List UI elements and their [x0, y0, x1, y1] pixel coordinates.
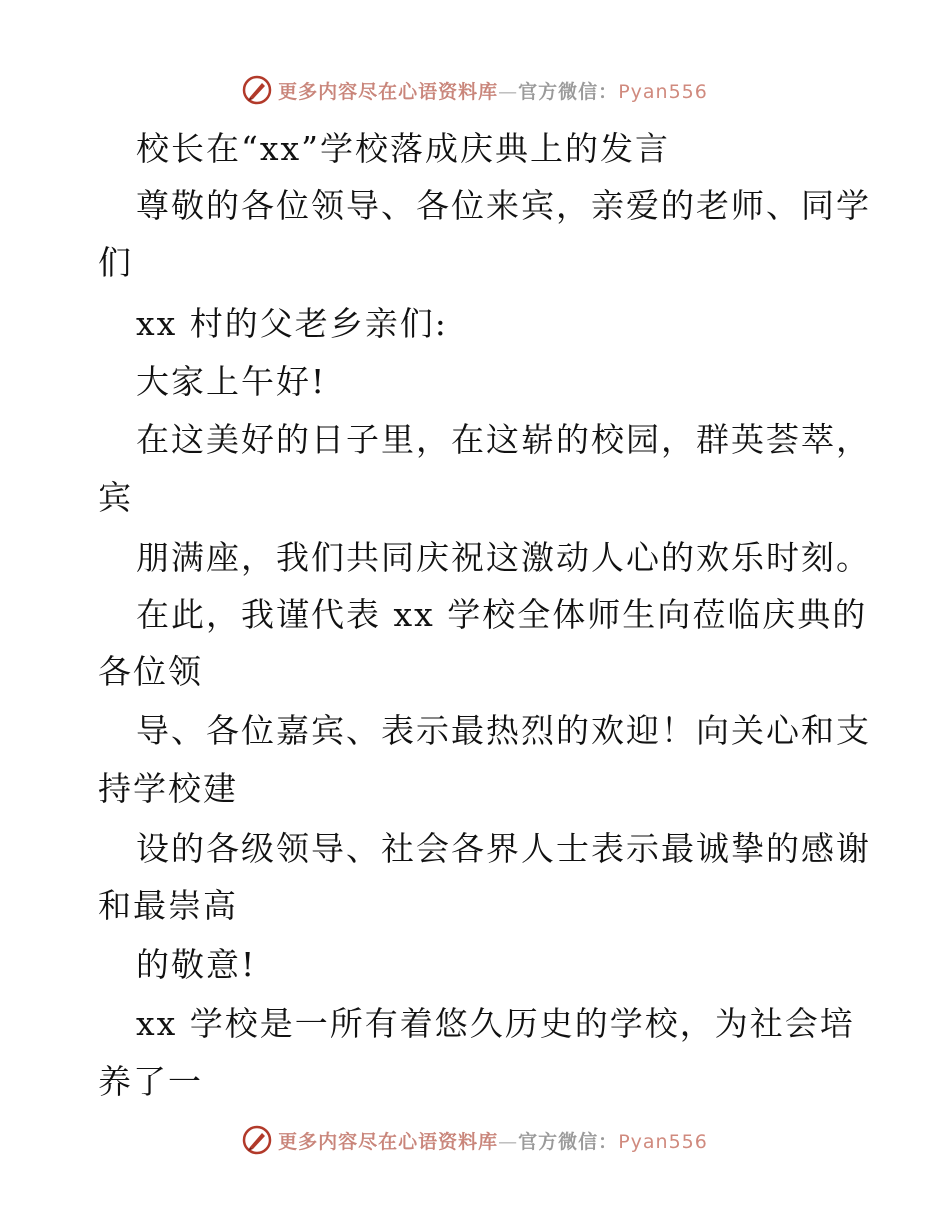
quill-logo-icon	[242, 1125, 272, 1155]
document-line: 们	[98, 243, 133, 282]
footer-banner	[0, 1120, 950, 1160]
footer-wechat-label: 官方微信：	[518, 1130, 619, 1153]
footer-banner-title: 更多内容尽在心语资料库	[278, 1130, 499, 1153]
document-line: 的敬意!	[136, 945, 257, 984]
document-line: 大家上午好!	[136, 362, 327, 401]
header-banner-text	[278, 77, 708, 104]
footer-wechat-id: Pyan556	[618, 1130, 708, 1153]
footer-banner-separator: —	[498, 1130, 519, 1153]
footer-banner-text	[278, 1127, 708, 1154]
header-banner	[0, 70, 950, 110]
document-line: 各位领	[98, 652, 203, 691]
document-line: 导、各位嘉宾、表示最热烈的欢迎！向关心和支	[136, 711, 871, 750]
document-line: 在此，我谨代表 xx 学校全体师生向莅临庆典的	[136, 595, 868, 634]
header-wechat-id: Pyan556	[618, 80, 708, 103]
document-line: 朋满座，我们共同庆祝这激动人心的欢乐时刻。	[136, 538, 871, 577]
header-banner-separator: —	[498, 80, 519, 103]
document-line: 宾	[98, 478, 133, 517]
document-line: xx 村的父老乡亲们:	[136, 304, 448, 343]
document-line: 设的各级领导、社会各界人士表示最诚挚的感谢	[136, 829, 871, 868]
document-line: 和最崇高	[98, 886, 238, 925]
document-line: 在这美好的日子里，在这崭的校园，群英荟萃，	[136, 420, 871, 459]
header-wechat-label: 官方微信：	[518, 80, 619, 103]
document-line: 养了一	[98, 1062, 203, 1101]
document-title: 校长在“xx”学校落成庆典上的发言	[136, 129, 670, 168]
document-line: 尊敬的各位领导、各位来宾，亲爱的老师、同学	[136, 186, 871, 225]
document-line: xx 学校是一所有着悠久历史的学校，为社会培	[136, 1004, 855, 1043]
document-line: 持学校建	[98, 769, 238, 808]
header-banner-title: 更多内容尽在心语资料库	[278, 80, 499, 103]
quill-logo-icon	[242, 75, 272, 105]
